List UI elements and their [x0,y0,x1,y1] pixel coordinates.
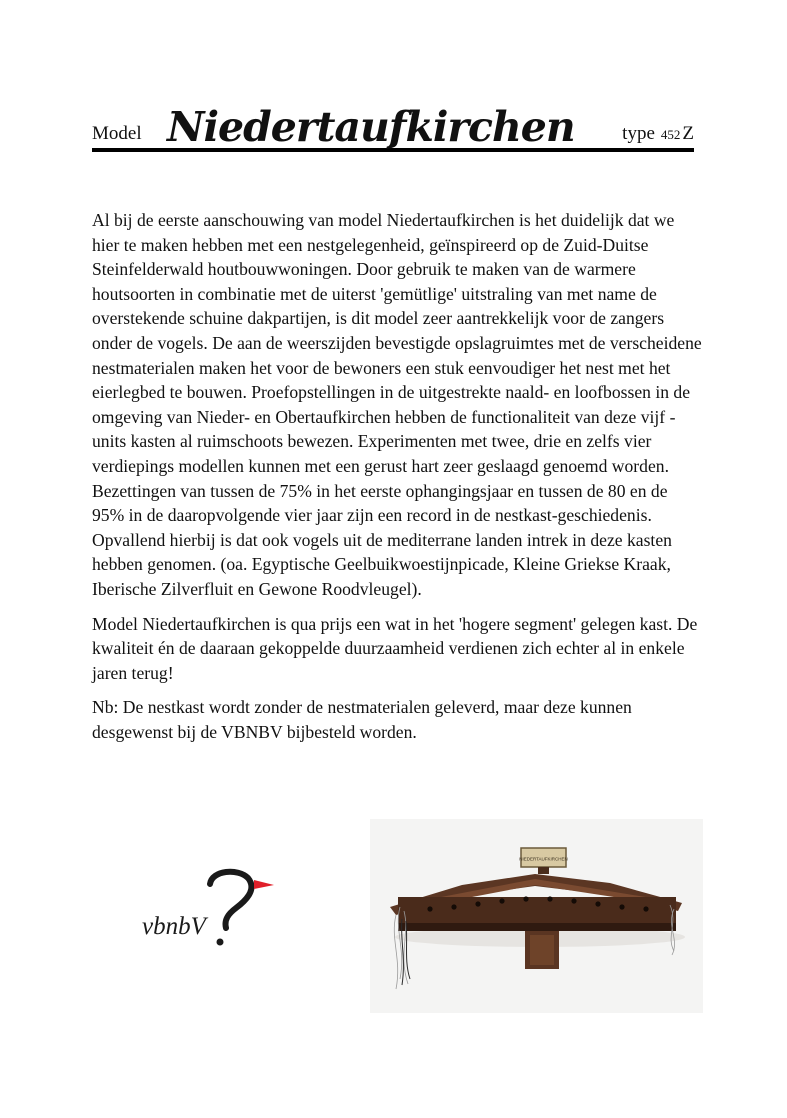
model-name-title: Niedertaufkirchen [167,103,575,151]
description-paragraph: Al bij de eerste aanschouwing van model Niedertaufkirchen is het duidelijk dat we hier te maken hebben met een nestgelegenheid, geïnspireerd op de Zuid-Duitse Steinfelderwald houtbouwwoningen. Door gebruik te maken van de warmere houtsoorten in combinatie met de uiterst 'gemütlige' uitstraling van met name de overstekende schuine dakpartijen, is dit model zeer aantrekkelijk voor de zangers onder de vogels. De aan de weerszijden bevestigde opslagruimtes met de verscheidene nestmaterialen maken het voor de bewoners een stuk eenvoudiger het nest met het eierlegbed te bouwen. Proefopstellingen in de uitgestrekte naald- en loofbossen in de omgeving van Nieder- en Obertaufkirchen hebben de functionaliteit van deze vijf - units kasten al ruimschoots bewezen. Experimenten met twee, drie en zelfs vier verdiepings modellen kunnen met een gerust hart zeer geslaagd genoemd worden. Bezettingen van tussen de 75% in het eerste ophangingsjaar en tussen de 80 en de 95% in de daaropvolgende vier jaar zijn een record in de nestkast-geschiedenis. Opvallend hierbij is dat ook vogels uit de mediterrane landen intrek in deze kasten hebben genomen. (oa. Egyptische Geelbuikwoestijnpicade, Kleine Griekse Kraak, Iberische Zilverfluit en Gewone Roodvleugel). [92,210,702,599]
question-mark-bird-logo-icon [140,862,280,952]
birdhouse-photo-icon [370,819,703,1013]
price-paragraph: Model Niedertaufkirchen is qua prijs een wat in het 'hogere segment' gelegen kast. De kwaliteit én de daaraan gekoppelde duurzaamheid verdienen zich echter al in enkele jaren terug! [92,613,698,683]
note-paragraph: Nb: De nestkast wordt zonder de nestmaterialen geleverd, maar deze kunnen desgewenst bij de VBNBV bijbesteld worden. [92,697,632,742]
birdhouse-photo [370,819,703,1013]
type-number: 452 [660,127,681,142]
type-suffix: Z [682,123,694,144]
logo-text: vbnbV [142,913,206,940]
vbnbv-logo [140,862,280,952]
plaque-text: NIEDERTAUFKIRCHEN [519,856,568,862]
document-header [92,92,694,152]
type-label: type [622,123,655,144]
description-text [92,208,702,754]
model-label: Model [92,123,142,144]
type-designation [622,123,694,145]
